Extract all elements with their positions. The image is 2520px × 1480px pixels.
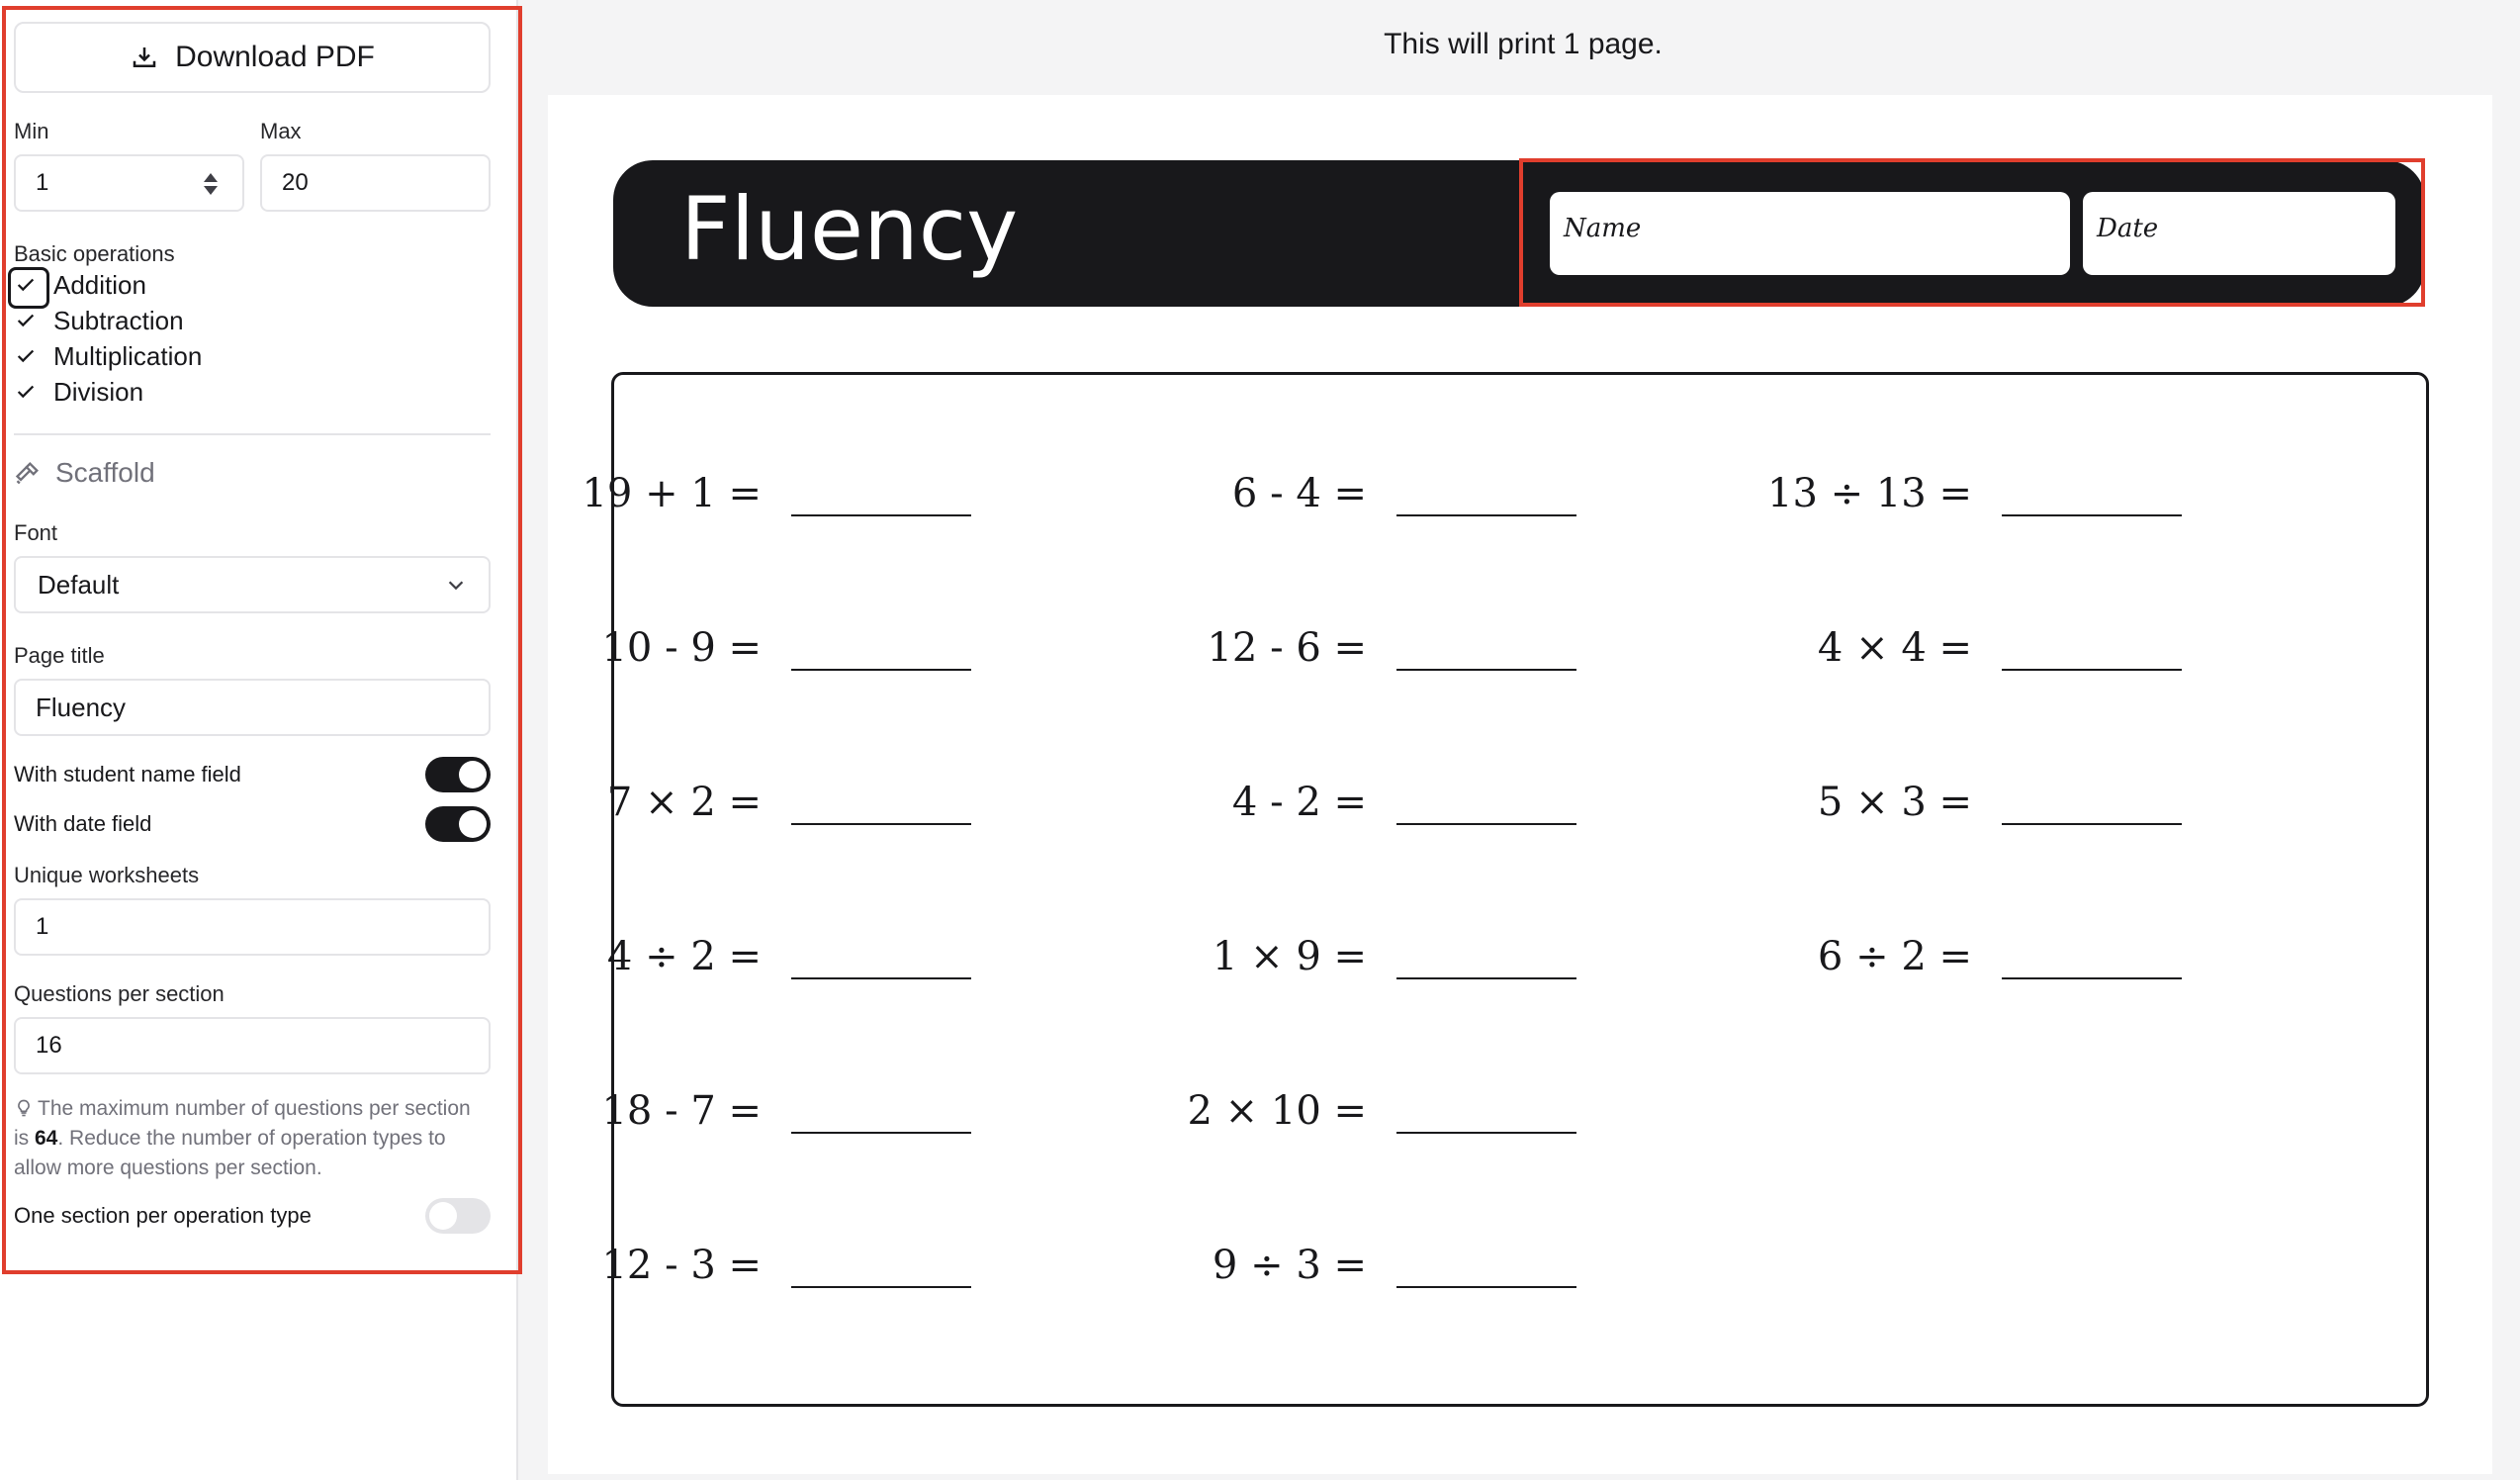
addition-checkbox[interactable] — [14, 273, 38, 297]
check-icon — [15, 381, 37, 403]
question-item — [1100, 469, 1576, 516]
question-expression: 6 - 4 = — [1231, 471, 1367, 516]
operation-label: Subtraction — [53, 305, 184, 335]
answer-blank — [791, 778, 971, 825]
question-expression: 12 - 3 = — [601, 1243, 762, 1288]
question-expression: 4 ÷ 2 = — [606, 934, 762, 979]
font-select[interactable] — [14, 556, 491, 613]
unique-worksheets-value: 1 — [36, 913, 49, 940]
unique-worksheets-input[interactable] — [14, 898, 491, 956]
min-stepper[interactable] — [201, 168, 221, 200]
question-item — [495, 623, 971, 671]
max-input[interactable] — [260, 154, 491, 212]
question-expression: 1 × 9 = — [1212, 934, 1367, 979]
check-icon — [15, 310, 37, 331]
question-expression: 7 × 2 = — [606, 780, 762, 825]
unique-worksheets-label: Unique worksheets — [14, 863, 200, 887]
answer-blank — [791, 932, 971, 979]
answer-blank — [1396, 778, 1576, 825]
question-expression: 10 - 9 = — [601, 625, 762, 671]
question-item — [1100, 932, 1576, 979]
answer-blank — [2002, 778, 2182, 825]
chevron-down-icon — [445, 574, 467, 596]
date-toggle-row — [14, 799, 491, 849]
operation-label: Division — [53, 376, 144, 407]
page-title-value: Fluency — [36, 692, 127, 722]
operation-label: Addition — [53, 269, 146, 300]
print-page-count: This will print 1 page. — [1384, 28, 1663, 60]
answer-blank — [1396, 469, 1576, 516]
question-item — [495, 469, 971, 516]
student-name-field[interactable]: Name — [1550, 192, 2070, 275]
student-name-toggle[interactable] — [425, 757, 491, 792]
date-toggle-label: With date field — [14, 811, 152, 836]
min-value: 1 — [36, 169, 49, 196]
lightbulb-icon — [14, 1098, 34, 1118]
hammer-icon — [14, 459, 42, 487]
one-section-toggle-row — [14, 1191, 491, 1241]
settings-form — [14, 22, 491, 1241]
answer-blank — [2002, 623, 2182, 671]
page-title-label: Page title — [14, 643, 105, 668]
question-item — [1100, 1086, 1576, 1134]
hint-max-number: 64 — [35, 1127, 58, 1150]
answer-blank — [1396, 932, 1576, 979]
questions-per-section-input[interactable] — [14, 1017, 491, 1074]
answer-blank — [791, 469, 971, 516]
answer-blank — [1396, 623, 1576, 671]
question-item — [495, 1241, 971, 1288]
question-item — [1100, 1241, 1576, 1288]
hint-text-before: The maximum number of questions per section is — [14, 1097, 471, 1150]
question-item — [495, 1086, 971, 1134]
settings-sidebar — [0, 0, 518, 1480]
question-item — [1705, 932, 2182, 979]
check-icon — [15, 274, 37, 296]
max-value: 20 — [282, 169, 309, 196]
page-title-input[interactable] — [14, 679, 491, 736]
question-item — [1705, 623, 2182, 671]
stepper-down-icon[interactable] — [204, 186, 218, 195]
operations-list — [14, 267, 491, 410]
scaffold-label: Scaffold — [55, 457, 155, 488]
question-expression: 5 × 3 = — [1817, 780, 1972, 825]
answer-blank — [791, 1086, 971, 1134]
question-expression: 12 - 6 = — [1207, 625, 1367, 671]
question-expression: 13 ÷ 13 = — [1767, 471, 1972, 516]
font-label: Font — [14, 520, 58, 545]
hint-text-after: . Reduce the number of operation types to allow more questions per section. — [14, 1127, 446, 1179]
question-expression: 2 × 10 = — [1187, 1088, 1367, 1134]
question-expression: 6 ÷ 2 = — [1817, 934, 1972, 979]
question-item — [1100, 778, 1576, 825]
section-divider — [14, 433, 491, 435]
download-pdf-label: Download PDF — [175, 41, 375, 73]
subtraction-checkbox[interactable] — [14, 309, 38, 332]
one-section-toggle[interactable] — [425, 1198, 491, 1234]
answer-blank — [2002, 932, 2182, 979]
answer-blank — [1396, 1086, 1576, 1134]
question-item — [495, 778, 971, 825]
answer-blank — [791, 1241, 971, 1288]
operation-addition[interactable] — [14, 267, 491, 303]
check-icon — [15, 345, 37, 367]
min-input[interactable] — [14, 154, 244, 212]
one-section-toggle-label: One section per operation type — [14, 1203, 312, 1228]
max-questions-hint — [14, 1094, 491, 1183]
question-item — [1705, 778, 2182, 825]
toggle-group — [14, 750, 491, 849]
question-item — [1705, 469, 2182, 516]
scaffold-section-header[interactable] — [14, 457, 491, 489]
min-label: Min — [14, 119, 49, 143]
answer-blank — [1396, 1241, 1576, 1288]
student-name-toggle-row — [14, 750, 491, 799]
questions-per-section-value: 16 — [36, 1032, 62, 1059]
range-fields — [14, 119, 491, 212]
question-expression: 4 × 4 = — [1817, 625, 1972, 671]
download-icon — [130, 43, 159, 72]
operation-label: Multiplication — [53, 340, 203, 371]
question-expression: 9 ÷ 3 = — [1212, 1243, 1367, 1288]
basic-operations-label: Basic operations — [14, 241, 175, 266]
student-name-toggle-label: With student name field — [14, 762, 241, 786]
questions-per-section-label: Questions per section — [14, 981, 225, 1006]
question-expression: 18 - 7 = — [601, 1088, 762, 1134]
worksheet-title: Fluency — [680, 178, 1019, 280]
stepper-up-icon[interactable] — [204, 173, 218, 182]
answer-blank — [2002, 469, 2182, 516]
question-item — [495, 932, 971, 979]
operation-multiplication[interactable] — [14, 338, 491, 374]
question-expression: 4 - 2 = — [1231, 780, 1367, 825]
division-checkbox[interactable] — [14, 380, 38, 404]
font-value: Default — [38, 569, 120, 600]
max-label: Max — [260, 119, 302, 143]
download-pdf-button[interactable] — [14, 22, 491, 93]
date-toggle[interactable] — [425, 806, 491, 842]
question-expression: 19 + 1 = — [582, 471, 762, 516]
multiplication-checkbox[interactable] — [14, 344, 38, 368]
operation-division[interactable] — [14, 374, 491, 410]
operation-subtraction[interactable] — [14, 303, 491, 338]
date-field[interactable]: Date — [2083, 192, 2395, 275]
answer-blank — [791, 623, 971, 671]
question-item — [1100, 623, 1576, 671]
